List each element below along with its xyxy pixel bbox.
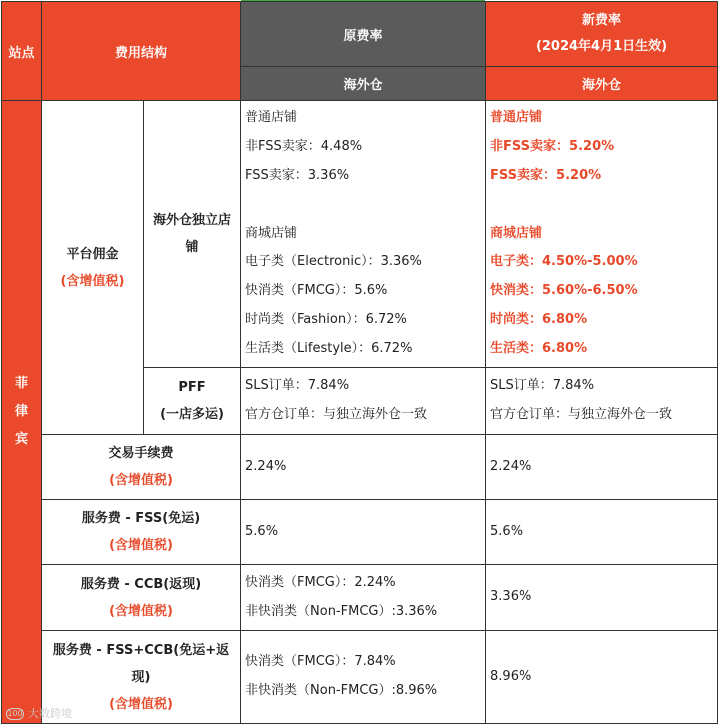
new-line: 非FSS卖家：5.20% — [490, 139, 615, 155]
fee-rate-table — [1, 1, 718, 724]
header-warehouse-new: 海外仓 — [486, 67, 718, 101]
orig-line: 普通店铺 — [245, 110, 298, 126]
new-value: 8.96% — [490, 668, 532, 684]
new-rate-label: 新费率 — [582, 13, 622, 28]
transaction-fee-label: 交易手续费 — [108, 446, 174, 461]
header-row-1 — [2, 2, 718, 67]
service-fss-label: 服务费 - FSS(免运) — [81, 511, 201, 526]
header-original-rate — [241, 2, 486, 67]
orig-line: 商城店铺 — [245, 225, 298, 241]
service-ccb-original-cell — [241, 565, 486, 631]
new-line: 普通店铺 — [490, 110, 543, 126]
orig-line: 非快消类（Non-FMCG）:3.36% — [245, 603, 438, 619]
new-value: 5.6% — [490, 523, 524, 539]
standalone-store-label: 海外仓独立店铺 — [153, 213, 232, 255]
standalone-original-cell — [241, 101, 486, 368]
orig-value: 2.24% — [245, 458, 287, 474]
new-line: SLS订单：7.84% — [490, 378, 595, 394]
pff-label-cell — [144, 368, 241, 435]
spacer — [490, 191, 713, 220]
pff-new-cell — [486, 368, 718, 435]
header-warehouse-original: 海外仓 — [241, 67, 486, 101]
service-fss-ccb-new-cell — [486, 631, 718, 724]
new-rate-date: (2024年4月1日生效) — [535, 39, 668, 54]
watermark-text: 大数跨境 — [28, 707, 72, 720]
row-service-fss-ccb — [2, 631, 718, 724]
service-fss-ccb-label-line2: 现) — [131, 669, 151, 685]
transaction-fee-new-cell — [486, 435, 718, 500]
service-ccb-vat: (含增值税) — [109, 603, 173, 619]
service-fss-ccb-original-cell — [241, 631, 486, 724]
service-fss-ccb-label-line1: 服务费 - FSS+CCB(免运+返 — [52, 642, 230, 658]
pff-original-cell — [241, 368, 486, 435]
service-fss-original-cell — [241, 500, 486, 565]
row-transaction-fee — [2, 435, 718, 500]
new-line: 官方仓订单：与独立海外仓一致 — [490, 407, 673, 422]
service-ccb-label: 服务费 - CCB(返现) — [80, 576, 202, 592]
orig-line: 非快消类（Non-FMCG）:8.96% — [245, 683, 438, 698]
watermark-logo-icon: 100 — [7, 709, 23, 718]
orig-line: SLS订单：7.84% — [245, 378, 350, 394]
transaction-fee-label-cell — [42, 435, 241, 500]
standalone-store-label-cell — [144, 101, 241, 368]
transaction-fee-original-cell — [241, 435, 486, 500]
orig-line: 非FSS卖家：4.48% — [245, 139, 363, 155]
orig-line: 官方仓订单：与独立海外仓一致 — [245, 407, 428, 422]
new-line: 快消类：5.60%-6.50% — [490, 283, 638, 299]
new-line: 时尚类：6.80% — [490, 311, 588, 327]
site-name-cell — [2, 101, 42, 724]
pff-sub-label: (一店多运) — [160, 407, 224, 422]
platform-commission-vat: (含增值税) — [60, 273, 125, 289]
orig-value: 5.6% — [245, 523, 279, 539]
orig-line: 时尚类（Fashion）：6.72% — [245, 311, 407, 327]
platform-commission-label-cell — [42, 101, 144, 435]
service-ccb-label-cell — [42, 565, 241, 631]
watermark — [6, 706, 72, 722]
header-site: 站点 — [2, 2, 42, 101]
new-line: FSS卖家：5.20% — [490, 168, 602, 183]
pff-label: PFF — [178, 380, 206, 395]
transaction-fee-vat: (含增值税) — [109, 473, 173, 488]
new-line: 生活类：6.80% — [490, 340, 588, 356]
service-fss-label-cell — [42, 500, 241, 565]
orig-line: 快消类（FMCG）：7.84% — [245, 654, 396, 670]
orig-line: 快消类（FMCG）：2.24% — [245, 574, 396, 590]
service-fss-ccb-vat: (含增值税) — [109, 696, 173, 712]
new-line: 电子类：4.50%-5.00% — [490, 254, 638, 270]
platform-commission-label: 平台佣金 — [66, 246, 119, 262]
header-new-rate — [486, 2, 718, 67]
standalone-new-cell — [486, 101, 718, 368]
original-rate-label: 原费率 — [343, 28, 383, 44]
orig-line: 快消类（FMCG）：5.6% — [245, 283, 388, 299]
spacer — [245, 191, 481, 220]
service-fss-vat: (含增值税) — [109, 538, 173, 553]
row-service-fss — [2, 500, 718, 565]
service-fss-new-cell — [486, 500, 718, 565]
row-service-ccb — [2, 565, 718, 631]
new-value: 2.24% — [490, 458, 532, 474]
orig-line: 生活类（Lifestyle）：6.72% — [245, 340, 413, 356]
orig-line: 电子类（Electronic）：3.36% — [245, 254, 422, 270]
site-name: 菲律宾 — [14, 376, 28, 447]
service-ccb-new-cell — [486, 565, 718, 631]
new-value: 3.36% — [490, 589, 532, 605]
row-standalone-store — [2, 101, 718, 368]
orig-line: FSS卖家：3.36% — [245, 168, 350, 183]
header-fee-structure: 费用结构 — [42, 2, 241, 101]
new-line: 商城店铺 — [490, 225, 543, 241]
